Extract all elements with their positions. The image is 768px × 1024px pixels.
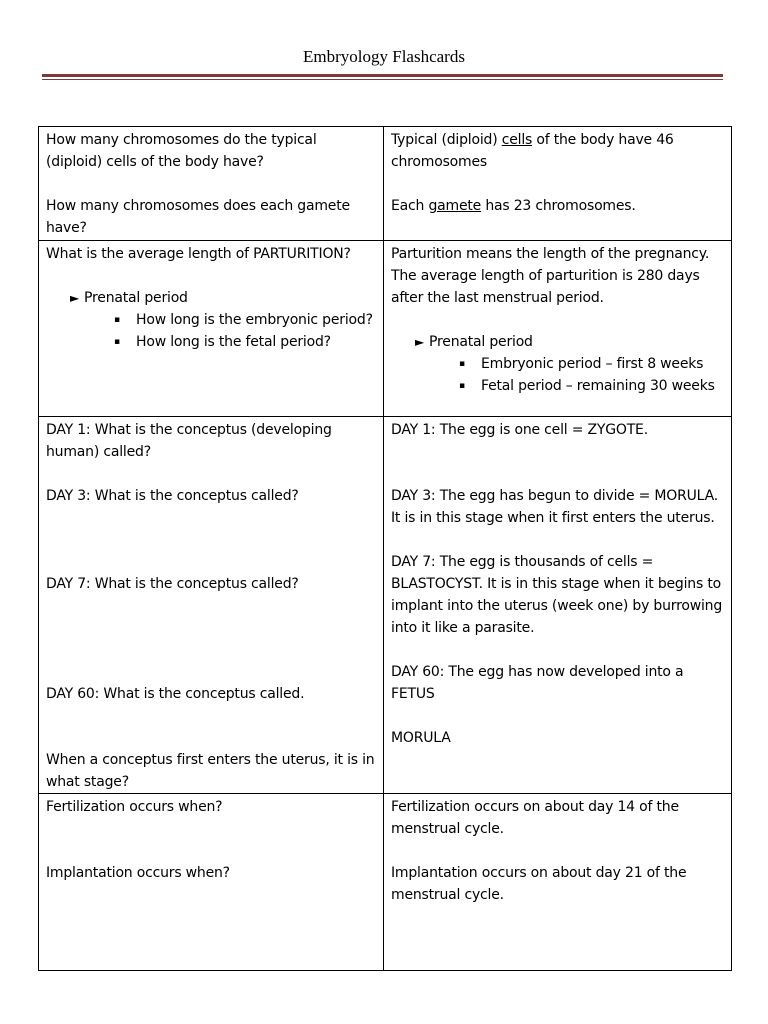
sub-heading: ► Prenatal period	[415, 334, 533, 350]
question-cell	[39, 127, 384, 241]
answer-text: DAY 3: The egg has begun to divide = MORULA. It is in this stage when it first enters the uterus.	[391, 488, 718, 526]
list-item: ▪ How long is the fetal period?	[46, 331, 376, 353]
answer-text: MORULA	[391, 730, 451, 746]
square-bullet-icon: ▪	[114, 337, 120, 347]
question-text: DAY 60: What is the conceptus called.	[46, 686, 305, 702]
square-bullet-icon: ▪	[459, 359, 465, 369]
sub-heading: ► Prenatal period	[70, 290, 188, 306]
list-item: ▪ How long is the embryonic period?	[46, 309, 376, 331]
underlined-term: cells	[501, 132, 533, 148]
answer-cell	[384, 794, 732, 971]
answer-cell	[384, 417, 732, 794]
square-bullet-icon: ▪	[114, 315, 120, 325]
answer-text: DAY 7: The egg is thousands of cells = BLASTOCYST. It is in this stage when it begins to implant into the uterus (week one) by burrowing into it like a parasite.	[391, 554, 723, 636]
question-text: DAY 7: What is the conceptus called?	[46, 576, 299, 592]
question-cell	[39, 241, 384, 417]
answer-text: DAY 60: The egg has now developed into a FETUS	[391, 664, 684, 702]
question-cell	[39, 417, 384, 794]
answer-text: Typical (diploid) cells of the body have 46 chromosomes	[391, 132, 674, 170]
question-text: How many chromosomes does each gamete have?	[46, 198, 350, 236]
answer-text: Each gamete has 23 chromosomes.	[391, 198, 636, 214]
question-text: Fertilization occurs when?	[46, 799, 223, 815]
flashcard-row	[39, 241, 732, 417]
answer-text: Fertilization occurs on about day 14 of the menstrual cycle.	[391, 799, 679, 837]
answer-text: Implantation occurs on about day 21 of the menstrual cycle.	[391, 865, 687, 903]
answer-cell	[384, 241, 732, 417]
square-bullet-icon: ▪	[459, 381, 465, 391]
arrow-bullet-icon: ►	[70, 291, 80, 305]
list-item: ▪ Embryonic period – first 8 weeks	[391, 353, 724, 375]
flashcard-row	[39, 794, 732, 971]
answer-text: Parturition means the length of the pregnancy. The average length of parturition is 280 days after the last menstrual period.	[391, 246, 710, 306]
page-title: Embryology Flashcards	[303, 47, 465, 66]
question-text: DAY 3: What is the conceptus called?	[46, 488, 299, 504]
title-divider	[42, 74, 723, 80]
question-cell	[39, 794, 384, 971]
list-item: ▪ Fetal period – remaining 30 weeks	[391, 375, 724, 397]
flashcard-row	[39, 127, 732, 241]
arrow-bullet-icon: ►	[415, 335, 425, 349]
underlined-term: gamete	[428, 198, 482, 214]
flashcard-table	[38, 126, 732, 971]
answer-cell	[384, 127, 732, 241]
question-text: Implantation occurs when?	[46, 865, 230, 881]
answer-text: DAY 1: The egg is one cell = ZYGOTE.	[391, 422, 648, 438]
question-text: When a conceptus first enters the uterus, it is in what stage?	[46, 752, 375, 790]
flashcard-row	[39, 417, 732, 794]
question-text: DAY 1: What is the conceptus (developing human) called?	[46, 422, 332, 460]
question-text: What is the average length of PARTURITION?	[46, 246, 351, 262]
question-text: How many chromosomes do the typical (diploid) cells of the body have?	[46, 132, 317, 170]
